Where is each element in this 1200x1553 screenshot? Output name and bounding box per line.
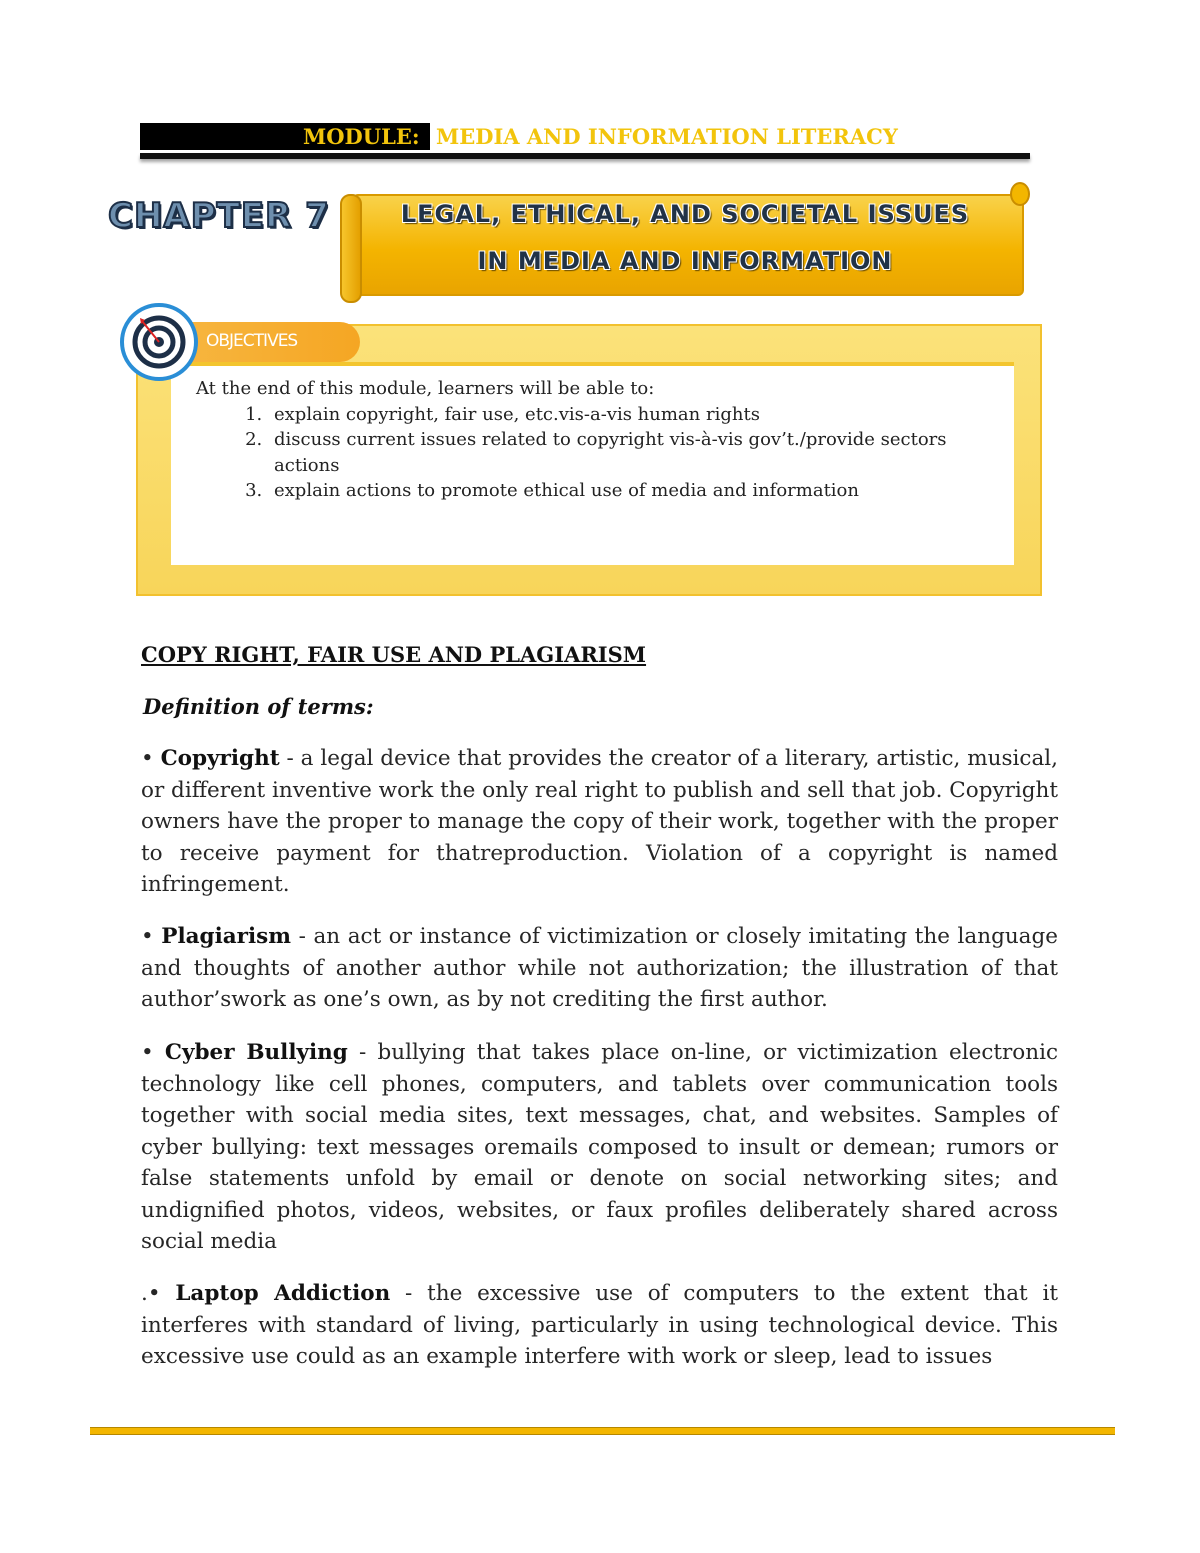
bullet: •: [141, 746, 161, 771]
module-title: MEDIA AND INFORMATION LITERACY: [436, 124, 898, 149]
term-definition: - bullying that takes place on-line, or victimization electronic technology like cell phones, computers, and tablets over communication tools together with social media sites, text messages, chat, and websites. Samples of cyber bullying: text messages oremails composed to insult or demean; rumors or false statements unfold by email or denote on social networking sites; and undignified photos, videos, websites, or faux profiles deliberately shared across social media: [141, 1040, 1059, 1254]
bullet: .•: [141, 1281, 176, 1306]
term-name: Copyright: [160, 746, 280, 771]
objective-item: 1. explain copyright, fair use, etc.vis-a-vis human rights: [268, 402, 996, 428]
chapter-label: CHAPTER 7: [108, 196, 330, 236]
term-name: Plagiarism: [161, 924, 292, 949]
term-name: Laptop Addiction: [175, 1281, 391, 1306]
term-cyber-bullying: [141, 1037, 1058, 1258]
chapter-title-banner: [340, 180, 1030, 305]
footer-rule: [90, 1427, 1115, 1435]
objectives-intro: At the end of this module, learners will be able to:: [196, 378, 655, 399]
term-definition: - the excessive use of computers to the extent that it interferes with standard of living, particularly in using technological device. This excessive use could as an example interfere with work or sleep, lead to issues: [141, 1281, 1058, 1369]
objectives-content: [196, 376, 996, 504]
objective-item: 3. explain actions to promote ethical use of media and information: [268, 478, 996, 504]
term-laptop-addiction: [141, 1278, 1058, 1373]
term-plagiarism: [141, 921, 1058, 1016]
objectives-list: [196, 402, 996, 504]
chapter-title-line-1: LEGAL, ETHICAL, AND SOCIETAL ISSUES: [400, 200, 970, 228]
definition-heading: Definition of terms:: [143, 694, 374, 719]
objectives-tab-label: OBJECTIVES: [206, 331, 298, 351]
bullet: •: [141, 924, 162, 949]
module-header: [140, 123, 1030, 153]
section-title: COPY RIGHT, FAIR USE AND PLAGIARISM: [141, 642, 647, 667]
bullet: •: [141, 1040, 165, 1065]
term-definition: - a legal device that provides the creator of a literary, artistic, musical, or different inventive work the only real right to publish and sell that job. Copyright owners have the proper to manage the copy of their work, together with the proper to receive payment for thatreproduction. Violation of a copyright is named infringement.: [141, 746, 1059, 897]
module-label: MODULE:: [303, 124, 420, 149]
chapter-title-line-2: IN MEDIA AND INFORMATION: [477, 247, 893, 275]
term-copyright: [141, 743, 1058, 901]
objective-item: 2. discuss current issues related to copyright vis-à-vis gov’t./provide sectors actions: [268, 427, 996, 478]
term-name: Cyber Bullying: [164, 1040, 348, 1065]
module-header-underline: [140, 153, 1030, 159]
term-definition: - an act or instance of victimization or closely imitating the language and thoughts of another author while not authorization; the illustration of that author’swork as one’s own, as by not crediting the first author.: [141, 924, 1058, 1012]
target-icon: [120, 303, 198, 381]
